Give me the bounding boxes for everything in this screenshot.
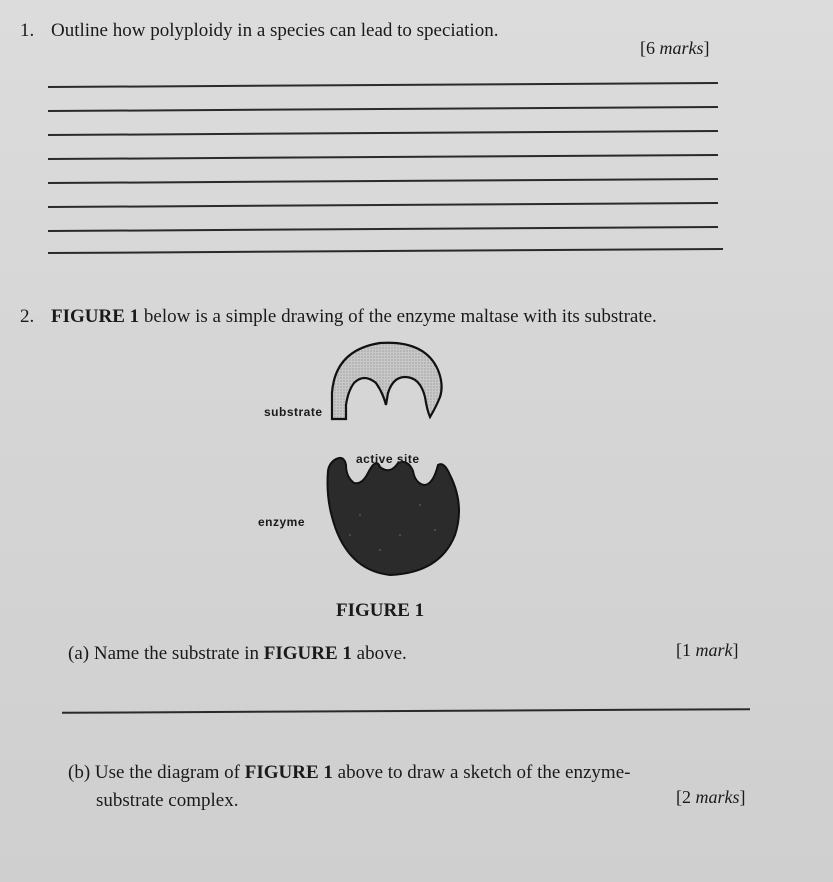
question-2-text: below is a simple drawing of the enzyme maltase with its substrate.	[139, 306, 657, 327]
answer-line[interactable]	[48, 202, 718, 208]
question-2a-marks: [1 mark]	[676, 640, 739, 660]
answer-line[interactable]	[48, 130, 718, 136]
answer-line[interactable]	[48, 226, 718, 232]
figure-reference: FIGURE 1	[51, 306, 140, 327]
question-1	[20, 20, 498, 42]
answer-line[interactable]	[48, 178, 718, 184]
enzyme-label: enzyme	[258, 515, 306, 529]
question-2b-label: (b)	[68, 762, 91, 783]
question-1-marks: [6 marks]	[640, 38, 710, 58]
substrate-shape	[332, 343, 442, 419]
figure-1-diagram	[250, 335, 490, 605]
answer-line-2a[interactable]	[62, 708, 750, 714]
question-1-text: Outline how polyploidy in a species can lead to speciation.	[51, 20, 499, 41]
question-2a-label: (a)	[68, 643, 90, 664]
active-site-label: active site	[356, 452, 420, 466]
question-2	[20, 306, 657, 328]
question-2b-line2: substrate complex.	[96, 790, 239, 811]
enzyme-shape	[328, 458, 460, 575]
figure-1	[250, 335, 490, 605]
figure-caption: FIGURE 1	[336, 600, 425, 621]
question-2b-marks: [2 marks]	[676, 787, 746, 807]
answer-line[interactable]	[48, 82, 718, 88]
question-2a: (a) Name the substrate in FIGURE 1 above.	[68, 643, 407, 664]
answer-line[interactable]	[48, 106, 718, 112]
question-1-number: 1.	[20, 20, 35, 41]
substrate-label: substrate	[264, 405, 323, 419]
answer-line[interactable]	[48, 154, 718, 160]
question-2b: (b) Use the diagram of FIGURE 1 above to draw a sketch of the enzyme-	[68, 762, 631, 783]
question-2-number: 2.	[20, 306, 35, 327]
answer-line[interactable]	[48, 248, 723, 254]
